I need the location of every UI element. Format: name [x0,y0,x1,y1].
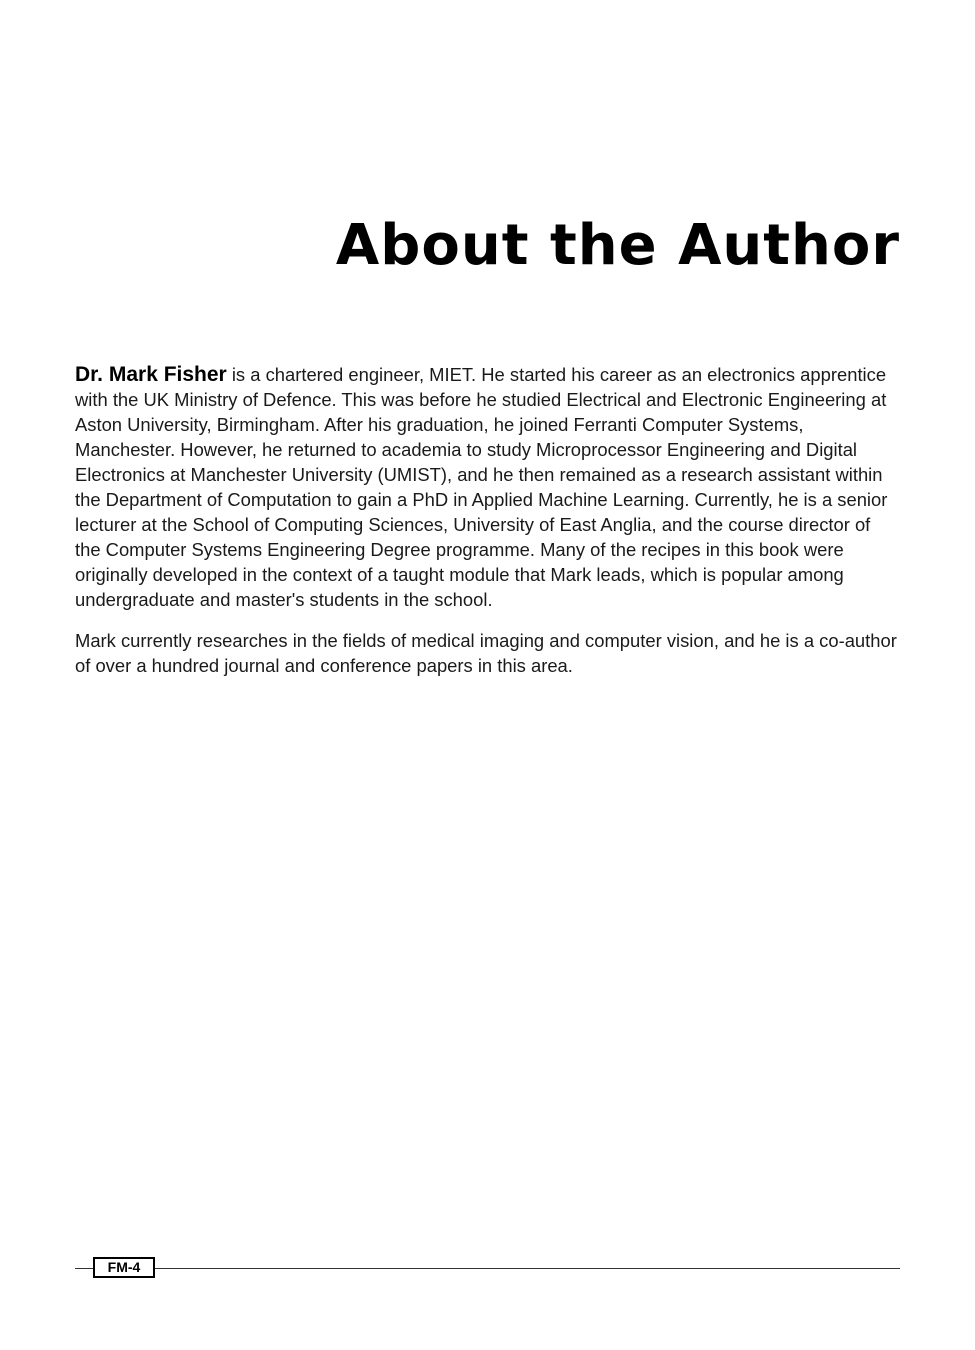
bio-paragraph-1 [75,362,900,612]
bio-paragraph-2: Mark currently researches in the fields of medical imaging and computer vision, and he is a co-author of over a hundred journal and conference papers in this area. [75,630,897,676]
page-title: About the Author [335,213,900,278]
page-number-badge: FM-4 [93,1257,155,1278]
author-bio [75,362,900,694]
author-name: Dr. Mark Fisher [75,363,227,386]
footer-rule [75,1268,900,1269]
bio-paragraph-1-text: is a chartered engineer, MIET. He started his career as an electronics apprentice with the UK Ministry of Defence. This was before he studied Electrical and Electronic Engineering at Aston University, Birmingham. After his graduation, he joined Ferranti Computer Systems, Manchester. However, he returned to academia to study Microprocessor Engineering and Digital Electronics at Manchester University (UMIST), and he then remained as a research assistant within the Department of Computation to gain a PhD in Applied Machine Learning. Currently, he is a senior lecturer at the School of Computing Sciences, University of East Anglia, and the course director of the Computer Systems Engineering Degree programme. Many of the recipes in this book were originally developed in the context of a taught module that Mark leads, which is popular among undergraduate and master's students in the school. [75,364,888,610]
